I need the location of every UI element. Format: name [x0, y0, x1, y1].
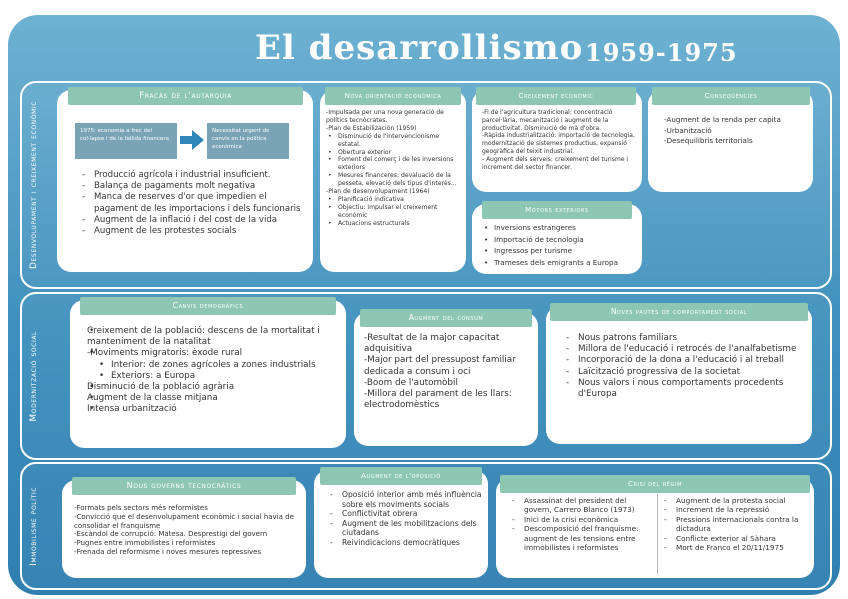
list-item: -Plan de desenvolupament (1964): [326, 188, 430, 196]
list-item: - Balança de pagaments molt negativa: [82, 181, 304, 192]
list-item: • Interior: de zones agrícoles a zones industrials: [87, 360, 342, 371]
list-item: • Intensa urbanització: [87, 404, 342, 415]
list-item: • Augment de la classe mitjana: [87, 393, 342, 404]
governs-list: [74, 504, 302, 557]
list-item: • Objectiu: impulsar el creixement econòmic: [326, 204, 460, 220]
list-item: - Oposició interior amb més influència sobre els moviments socials: [330, 490, 484, 509]
list-item: -Formats pels sectors més reformistes: [74, 504, 208, 512]
list-item: • Obertura exterior: [326, 149, 460, 157]
list-item: -Desequilibris territorials: [664, 136, 753, 145]
list-item: • Planificació indicativa: [326, 196, 460, 204]
right-arrow-icon: [180, 130, 204, 150]
fracas-left-box: 1975: economia a frec del col·lapse i de la fallida financera: [75, 123, 177, 159]
fracas-list: [82, 170, 304, 237]
list-item: • Ingressos per turisme: [482, 245, 638, 257]
list-item: -Plan de Estabilización (1959): [326, 124, 417, 132]
list-item: - Nous valors i nous comportaments procedents d'Europa: [566, 378, 806, 400]
list-item: -Fi de l'agricultura tradicional: concentració parcel·lària, mecanització i augment de la productivitat. Disminució de mà d'obra.: [482, 109, 613, 132]
list-item: -Millora del parament de les llars: electrodomèstics: [364, 389, 512, 411]
consum-header: Augment del consum: [360, 309, 532, 327]
list-item: - Conflictivitat obrera: [330, 509, 484, 519]
pautes-header: Noves pautes de comportament social: [550, 303, 808, 321]
list-item: • -Moviments migratoris: èxode rural: [87, 348, 342, 359]
list-item: • Trameses dels emigrants a Europa: [482, 257, 638, 269]
list-item: • Disminució de la població agrària: [87, 382, 342, 393]
list-item: -Urbanització: [664, 125, 712, 135]
list-item: - Mort de Franco el 20/11/1975: [664, 543, 810, 552]
crisi-divider: [657, 494, 658, 574]
list-item: • Importació de tecnologia: [482, 234, 638, 246]
list-item: - Inici de la crisi econòmica: [512, 515, 652, 524]
crisi-right-list: [664, 496, 810, 552]
governs-header: Nous governs tecnocràtics: [72, 477, 296, 495]
list-item: - Reivindicacions democràtiques: [330, 538, 484, 548]
nova-list: [326, 109, 460, 228]
creixement-header: Creixement econòmic: [476, 87, 636, 105]
consequencies-list: [664, 115, 809, 147]
fracas-right-box: Necessitat urgent de canvis en la política econòmica: [207, 123, 289, 159]
list-item: - Augment de la protesta social: [664, 496, 810, 505]
canvis-list: [87, 326, 342, 416]
list-item: - Conflicte exterior al Sàhara: [664, 534, 810, 543]
list-item: -Frenada del reformisme i noves mesures repressives: [74, 547, 262, 556]
section-label-social: Modernització social: [29, 330, 39, 422]
list-item: - Assassinat del president del govern, Carrero Blanco (1973): [512, 496, 652, 515]
list-item: - Pressions internacionals contra la dictadura: [664, 515, 810, 534]
list-item: • Actuacions estructurals: [326, 220, 460, 228]
list-item: • Creixement de la població: descens de la mortalitat i manteniment de la natalitat: [87, 326, 342, 348]
list-item: • Mesures financeres: devaluació de la pesseta, elevació dels tipus d'interès...: [326, 172, 460, 188]
list-item: - Millora de l'educació i retrocés de l'analfabetisme: [566, 344, 806, 355]
oposicio-header: Augment de l'oposició: [320, 467, 482, 485]
list-item: - Augment de les protestes socials: [82, 226, 304, 237]
list-item: • Disminució de l'intervencionisme estatal.: [326, 133, 460, 149]
motors-list: [482, 222, 638, 268]
list-item: -Convicció que el desenvolupament econòmic i social havia de consolidar el franquisme: [74, 512, 294, 530]
canvis-header: Canvis demogràfics: [80, 297, 336, 315]
list-item: -Augment de la renda per capita: [664, 115, 781, 124]
page-title: El desarrollismo: [255, 28, 584, 68]
list-item: - Descomposició del franquisme: augment de les tensions entre immobilistes i reformistes: [512, 524, 652, 552]
list-item: - Manca de reserves d'or que impedien el pagament de les importacions i dels funcionaris: [82, 192, 304, 214]
list-item: - Producció agrícola i industrial insuficient.: [82, 170, 304, 181]
consequencies-header: Conseqüències: [652, 87, 810, 105]
creixement-list: [482, 109, 636, 171]
list-item: - Augment de les mobilitzacions dels ciutadans: [330, 519, 484, 538]
crisi-header: Crisi del règim: [500, 475, 810, 493]
list-item: - Augment de la inflació i del cost de la vida: [82, 215, 304, 226]
list-item: -Ràpida industrialització: importació de tecnologia, modernització de sistemes productius, expansió geogràfica del teixit industrial.: [482, 132, 635, 155]
pautes-list: [566, 333, 806, 400]
crisi-left-list: [512, 496, 652, 552]
list-item: • Inversions estrangeres: [482, 222, 638, 234]
list-item: -Escàndol de corrupció: Matesa. Desprestigi del govern: [74, 530, 268, 539]
list-item: -Impulsada per una nova generació de polítics tecnòcrates.: [326, 109, 444, 124]
fracas-header: Fracàs de l'autarquia: [68, 87, 303, 105]
consum-list: [364, 333, 532, 411]
list-item: - Augment dels serveis: creixement del turisme i increment del sector financer.: [482, 155, 629, 171]
list-item: • Foment del comerç i de les inversions exteriors: [326, 156, 460, 172]
list-item: -Major part del pressupost familiar dedicada a consum i oci: [364, 355, 516, 377]
list-item: • Exteriors: a Europa: [87, 371, 342, 382]
motors-header: Motors exteriors: [482, 201, 632, 219]
list-item: - Nous patrons familiars: [566, 333, 806, 344]
list-item: -Resultat de la major capacitat adquisitiva: [364, 333, 500, 355]
section-label-economic: Desenvolupament i creixement econòmic: [29, 101, 39, 269]
oposicio-list: [330, 490, 484, 548]
list-item: - Laïcització progressiva de la societat: [566, 367, 806, 378]
list-item: -Boom de l'automòbil: [364, 377, 458, 388]
list-item: -Pugnes entre immobilistes i reformistes: [74, 539, 216, 548]
nova-header: Nova orientació econòmica: [325, 87, 461, 105]
page-years: 1959-1975: [585, 38, 738, 67]
list-item: - Incorporació de la dona a l'educació i al treball: [566, 355, 806, 366]
list-item: - Increment de la repressió: [664, 505, 810, 514]
section-label-political: Immobilisme polític: [29, 486, 39, 566]
